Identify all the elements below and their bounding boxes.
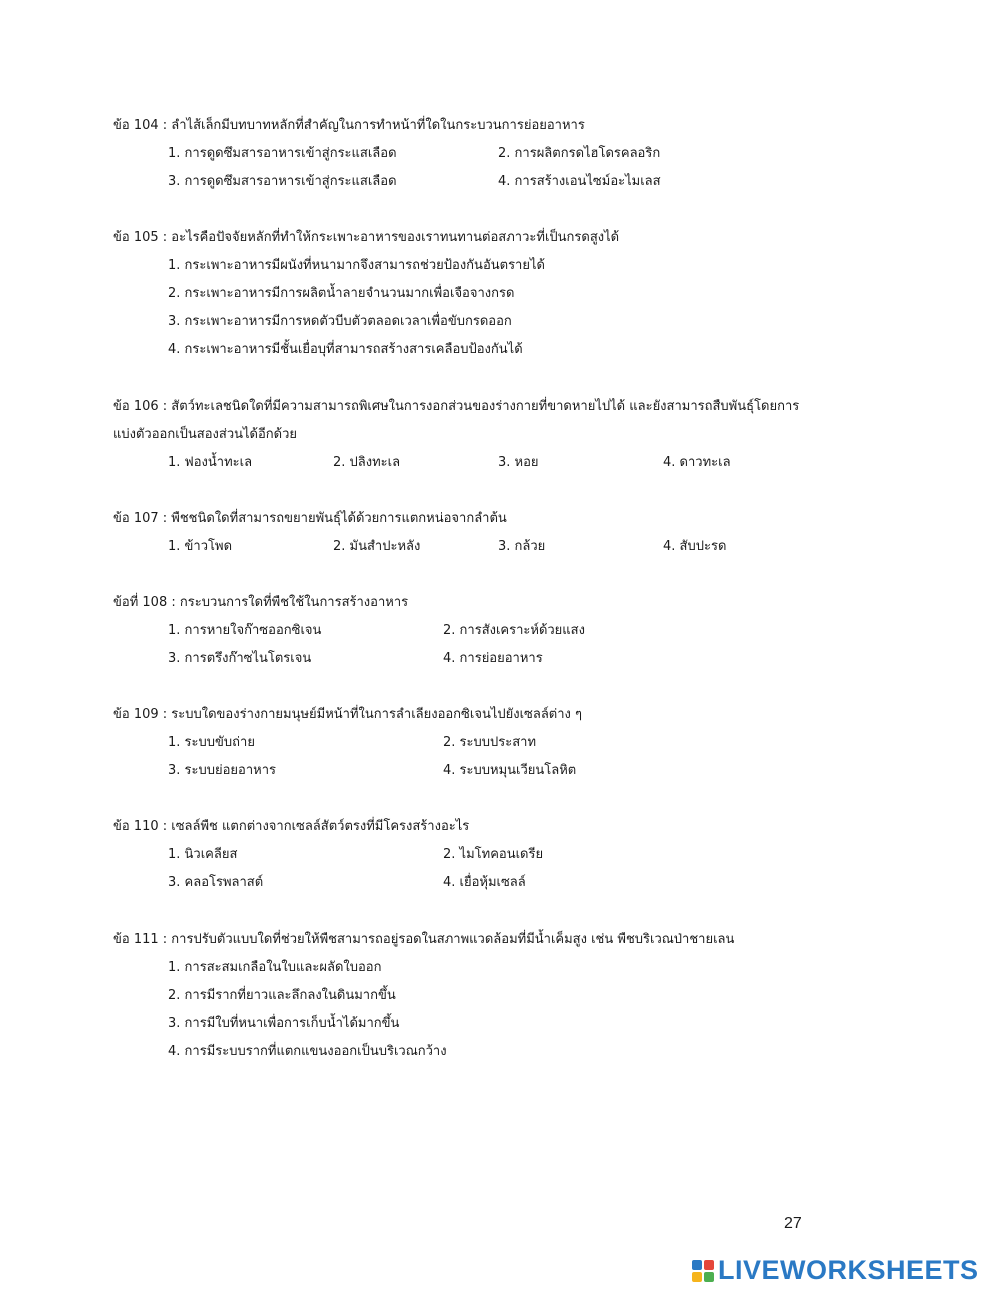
question-108 xyxy=(113,589,873,673)
question-stem: ข้อ 109 : ระบบใดของร่างกายมนุษย์มีหน้าที่ในการลำเลียงออกซิเจนไปยังเซลล์ต่าง ๆ xyxy=(113,707,582,722)
question-104 xyxy=(113,112,873,196)
option-3: 3. คลอโรพลาสต์ xyxy=(168,875,264,890)
option-4: 4. สับปะรด xyxy=(663,539,727,554)
option-3: 3. การตรึงก๊าซไนโตรเจน xyxy=(168,651,312,666)
page-number: 27 xyxy=(784,1215,802,1232)
liveworksheets-logo[interactable] xyxy=(692,1255,979,1286)
option-1: 1. การสะสมเกลือในใบและผลัดใบออก xyxy=(168,960,382,975)
option-2: 2. ไมโทคอนเดรีย xyxy=(443,847,544,862)
option-2: 2. ปลิงทะเล xyxy=(333,455,401,470)
question-stem: ข้อ 104 : ลำไส้เล็กมีบทบาทหลักที่สำคัญในการทำหน้าที่ใดในกระบวนการย่อยอาหาร xyxy=(113,118,585,133)
brand-name: LIVEWORKSHEETS xyxy=(718,1255,979,1285)
option-2: 2. ระบบประสาท xyxy=(443,735,537,750)
option-3: 3. การดูดซึมสารอาหารเข้าสู่กระแสเลือด xyxy=(168,174,397,189)
option-1: 1. การหายใจก๊าซออกซิเจน xyxy=(168,623,322,638)
question-111 xyxy=(113,926,873,1066)
option-4: 4. ระบบหมุนเวียนโลหิต xyxy=(443,763,577,778)
question-stem: ข้อ 107 : พืชชนิดใดที่สามารถขยายพันธุ์ได้ด้วยการแตกหน่อจากลำต้น xyxy=(113,511,507,526)
option-1: 1. ระบบขับถ่าย xyxy=(168,735,255,750)
option-3: 3. กล้วย xyxy=(498,539,546,554)
question-105 xyxy=(113,224,873,364)
question-stem: ข้อ 110 : เซลล์พืช แตกต่างจากเซลล์สัตว์ตรงที่มีโครงสร้างอะไร xyxy=(113,819,470,834)
question-stem: ข้อ 106 : สัตว์ทะเลชนิดใดที่มีความสามารถพิเศษในการงอกส่วนของร่างกายที่ขาดหายไปได้ และยังสามารถสืบพันธุ์โดยการแบ่งตัวออกเป็นสองส่วนได้อีกด้วย xyxy=(113,399,800,442)
option-4: 4. การย่อยอาหาร xyxy=(443,651,543,666)
option-4: 4. ดาวทะเล xyxy=(663,455,731,470)
logo-square-1 xyxy=(692,1260,702,1270)
option-1: 1. กระเพาะอาหารมีผนังที่หนามากจึงสามารถช่วยป้องกันอันตรายได้ xyxy=(168,258,545,273)
option-2: 2. การผลิตกรดไฮโดรคลอริก xyxy=(498,146,661,161)
question-stem: ข้อที่ 108 : กระบวนการใดที่พืชใช้ในการสร้างอาหาร xyxy=(113,595,409,610)
question-107 xyxy=(113,505,873,561)
option-1: 1. ฟองน้ำทะเล xyxy=(168,455,253,470)
logo-square-4 xyxy=(704,1272,714,1282)
question-106 xyxy=(113,393,813,477)
option-4: 4. การสร้างเอนไซม์อะไมเลส xyxy=(498,174,661,189)
option-2: 2. กระเพาะอาหารมีการผลิตน้ำลายจำนวนมากเพื่อเจือจางกรด xyxy=(168,286,515,301)
question-109 xyxy=(113,701,873,785)
question-stem: ข้อ 105 : อะไรคือปัจจัยหลักที่ทำให้กระเพาะอาหารของเราทนทานต่อสภาวะที่เป็นกรดสูงได้ xyxy=(113,230,620,245)
question-stem: ข้อ 111 : การปรับตัวแบบใดที่ช่วยให้พืชสามารถอยู่รอดในสภาพแวดล้อมที่มีน้ำเค็มสูง เช่น พืชบริเวณป่าชายเลน xyxy=(113,932,735,947)
option-1: 1. การดูดซึมสารอาหารเข้าสู่กระแสเลือด xyxy=(168,146,397,161)
option-3: 3. กระเพาะอาหารมีการหดตัวบีบตัวตลอดเวลาเพื่อขับกรดออก xyxy=(168,314,512,329)
option-2: 2. มันสำปะหลัง xyxy=(333,539,421,554)
option-4: 4. เยื่อหุ้มเซลล์ xyxy=(443,875,526,890)
logo-square-3 xyxy=(692,1272,702,1282)
option-2: 2. การสังเคราะห์ด้วยแสง xyxy=(443,623,585,638)
option-3: 3. การมีใบที่หนาเพื่อการเก็บน้ำได้มากขึ้น xyxy=(168,1016,400,1031)
option-1: 1. นิวเคลียส xyxy=(168,847,238,862)
option-2: 2. การมีรากที่ยาวและลึกลงในดินมากขึ้น xyxy=(168,988,396,1003)
option-1: 1. ข้าวโพด xyxy=(168,539,233,554)
logo-grid-icon xyxy=(692,1260,714,1282)
option-4: 4. กระเพาะอาหารมีชั้นเยื่อบุที่สามารถสร้างสารเคลือบป้องกันได้ xyxy=(168,342,523,357)
option-4: 4. การมีระบบรากที่แตกแขนงออกเป็นบริเวณกว้าง xyxy=(168,1044,447,1059)
question-110 xyxy=(113,813,873,897)
logo-square-2 xyxy=(704,1260,714,1270)
option-3: 3. ระบบย่อยอาหาร xyxy=(168,763,277,778)
option-3: 3. หอย xyxy=(498,455,539,470)
